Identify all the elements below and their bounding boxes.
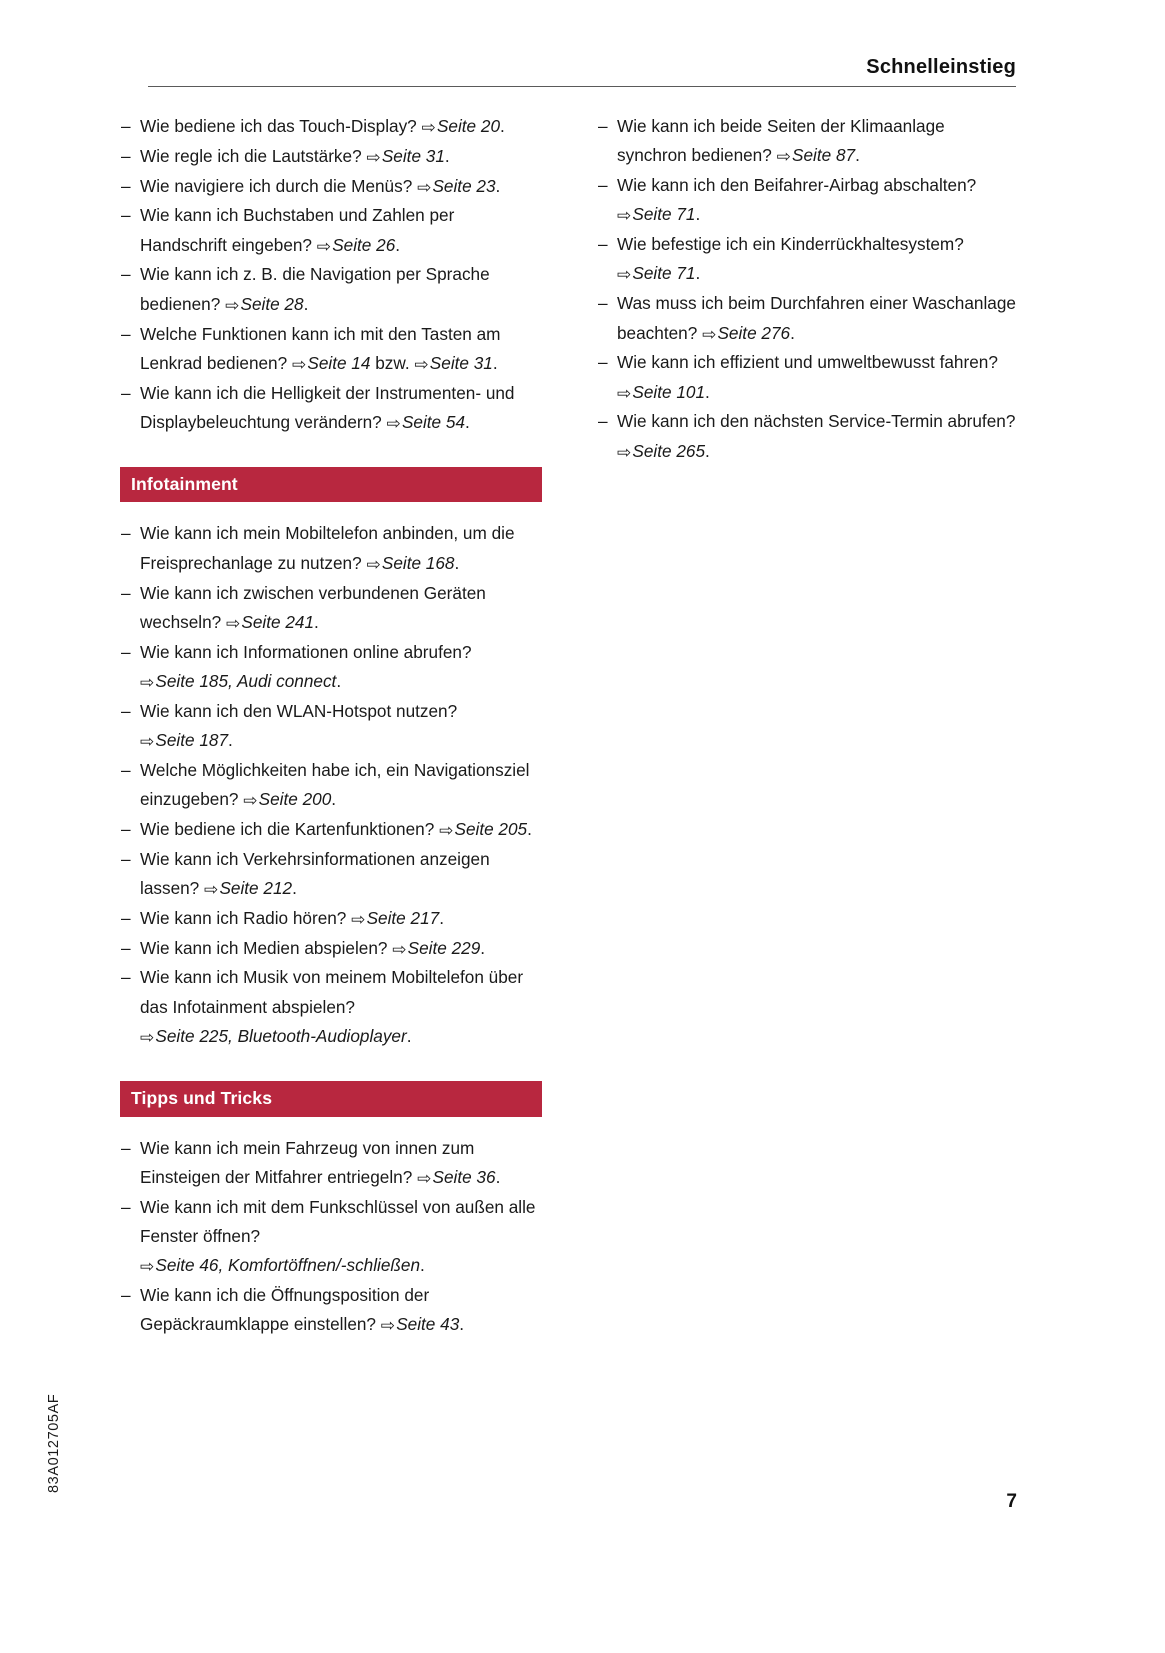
left-sections xyxy=(120,467,542,1339)
list-item: – Wie bediene ich die Kartenfunktionen? ⇨Seite 205. xyxy=(120,815,542,844)
page-reference[interactable]: ⇨Seite 168 xyxy=(366,553,454,573)
list-item: – Welche Möglichkeiten habe ich, ein Navigationsziel einzugeben? ⇨Seite 200. xyxy=(120,756,542,815)
list-item: – Wie kann ich die Helligkeit der Instrumenten- und Displaybeleuchtung verändern? ⇨Seite 54. xyxy=(120,379,542,438)
reference-arrow-icon: ⇨ xyxy=(291,353,307,374)
reference-arrow-icon: ⇨ xyxy=(140,671,155,692)
list-item: – Wie kann ich Buchstaben und Zahlen per Handschrift eingeben? ⇨Seite 26. xyxy=(120,201,542,260)
reference-arrow-icon: ⇨ xyxy=(776,146,791,167)
page-reference[interactable]: ⇨Seite 71 xyxy=(617,263,695,283)
reference-arrow-icon: ⇨ xyxy=(617,264,632,285)
reference-arrow-icon: ⇨ xyxy=(204,879,219,900)
list-item: – Wie befestige ich ein Kinderrückhaltesystem? ⇨Seite 71. xyxy=(597,230,1019,289)
reference-arrow-icon: ⇨ xyxy=(351,908,366,929)
page-reference[interactable]: ⇨Seite 185, Audi connect xyxy=(140,671,336,691)
list-item: – Wie kann ich Medien abspielen? ⇨Seite 229. xyxy=(120,934,542,963)
list-item: – Wie kann ich z. B. die Navigation per Sprache bedienen? ⇨Seite 28. xyxy=(120,260,542,319)
reference-arrow-icon: ⇨ xyxy=(386,412,401,433)
reference-separator: bzw. xyxy=(370,352,415,373)
page-reference[interactable]: ⇨Seite 276 xyxy=(702,323,790,343)
reference-arrow-icon: ⇨ xyxy=(140,1027,155,1048)
list-item: – Wie kann ich effizient und umweltbewusst fahren? ⇨Seite 101. xyxy=(597,348,1019,407)
page-reference[interactable]: ⇨Seite 14 xyxy=(292,353,370,373)
page-reference[interactable]: ⇨Seite 54 xyxy=(387,412,465,432)
page-reference[interactable]: ⇨Seite 23 xyxy=(417,176,495,196)
list-item: – Wie bediene ich das Touch-Display? ⇨Seite 20. xyxy=(120,112,542,141)
page-title: Schnelleinstieg xyxy=(866,56,1016,78)
list-item: – Welche Funktionen kann ich mit den Tasten am Lenkrad bedienen? ⇨Seite 14 bzw. ⇨Seite 31. xyxy=(120,320,542,379)
page-reference[interactable]: ⇨Seite 20 xyxy=(422,116,500,136)
right-intro-list xyxy=(597,112,1019,466)
page-reference[interactable]: ⇨Seite 205 xyxy=(439,819,527,839)
page-reference[interactable]: ⇨Seite 241 xyxy=(226,612,314,632)
page-reference[interactable]: ⇨Seite 187 xyxy=(140,730,228,750)
reference-arrow-icon: ⇨ xyxy=(702,323,717,344)
page-reference[interactable]: ⇨Seite 28 xyxy=(225,294,303,314)
list-item: – Wie kann ich den WLAN-Hotspot nutzen? ⇨Seite 187. xyxy=(120,697,542,756)
section-heading-2: Tipps und Tricks xyxy=(120,1081,542,1116)
page-reference[interactable]: ⇨Seite 71 xyxy=(617,204,695,224)
page-reference[interactable]: ⇨Seite 31 xyxy=(366,146,444,166)
page-reference[interactable]: ⇨Seite 36 xyxy=(417,1167,495,1187)
page-reference[interactable]: ⇨Seite 229 xyxy=(392,938,480,958)
list-item: – Wie kann ich mit dem Funkschlüssel von außen alle Fenster öffnen? ⇨Seite 46, Komfortöffnen/-schließen. xyxy=(120,1193,542,1281)
left-intro-list xyxy=(120,112,542,437)
reference-arrow-icon: ⇨ xyxy=(316,235,332,256)
list-item: – Wie kann ich beide Seiten der Klimaanlage synchron bedienen? ⇨Seite 87. xyxy=(597,112,1019,171)
reference-arrow-icon: ⇨ xyxy=(439,819,454,840)
list-item: – Wie navigiere ich durch die Menüs? ⇨Seite 23. xyxy=(120,172,542,201)
page-reference[interactable]: ⇨Seite 101 xyxy=(617,382,705,402)
list-item: – Wie kann ich Verkehrsinformationen anzeigen lassen? ⇨Seite 212. xyxy=(120,845,542,904)
left-column xyxy=(120,112,542,1340)
reference-arrow-icon: ⇨ xyxy=(392,938,407,959)
reference-arrow-icon: ⇨ xyxy=(225,294,240,315)
page-reference[interactable]: ⇨Seite 225, Bluetooth-Audioplayer xyxy=(140,1026,407,1046)
list-item: – Wie regle ich die Lautstärke? ⇨Seite 31. xyxy=(120,142,542,171)
reference-arrow-icon: ⇨ xyxy=(366,553,381,574)
page-reference[interactable]: ⇨Seite 26 xyxy=(317,235,395,255)
section-list-2 xyxy=(120,1134,542,1340)
reference-arrow-icon: ⇨ xyxy=(617,441,632,462)
part-number: 83A012705AF xyxy=(46,1393,62,1493)
list-item: – Wie kann ich Musik von meinem Mobiltelefon über das Infotainment abspielen? ⇨Seite 225, Bluetooth-Audioplayer. xyxy=(120,963,542,1051)
page-reference[interactable]: ⇨Seite 217 xyxy=(351,908,439,928)
list-item: – Was muss ich beim Durchfahren einer Waschanlage beachten? ⇨Seite 276. xyxy=(597,289,1019,348)
list-item: – Wie kann ich den Beifahrer-Airbag abschalten? ⇨Seite 71. xyxy=(597,171,1019,230)
reference-arrow-icon: ⇨ xyxy=(380,1315,396,1336)
section-list-1 xyxy=(120,519,542,1051)
reference-arrow-icon: ⇨ xyxy=(417,1167,432,1188)
list-item: – Wie kann ich den nächsten Service-Termin abrufen? ⇨Seite 265. xyxy=(597,407,1019,466)
reference-arrow-icon: ⇨ xyxy=(414,353,429,374)
page-reference[interactable]: ⇨Seite 212 xyxy=(204,878,292,898)
two-column-body xyxy=(120,112,1020,1340)
list-item: – Wie kann ich mein Mobiltelefon anbinden, um die Freisprechanlage zu nutzen? ⇨Seite 168. xyxy=(120,519,542,578)
reference-arrow-icon: ⇨ xyxy=(140,1256,155,1277)
section-heading-1: Infotainment xyxy=(120,467,542,502)
page-reference[interactable]: ⇨Seite 87 xyxy=(777,145,855,165)
reference-arrow-icon: ⇨ xyxy=(417,176,432,197)
list-item: – Wie kann ich die Öffnungsposition der Gepäckraumklappe einstellen? ⇨Seite 43. xyxy=(120,1281,542,1340)
reference-arrow-icon: ⇨ xyxy=(617,205,632,226)
list-item: – Wie kann ich mein Fahrzeug von innen zum Einsteigen der Mitfahrer entriegeln? ⇨Seite 36. xyxy=(120,1134,542,1193)
header-divider xyxy=(148,86,1016,87)
page-number: 7 xyxy=(1006,1491,1017,1512)
list-item: – Wie kann ich zwischen verbundenen Geräten wechseln? ⇨Seite 241. xyxy=(120,579,542,638)
reference-arrow-icon: ⇨ xyxy=(226,612,241,633)
reference-arrow-icon: ⇨ xyxy=(366,146,381,167)
page-reference[interactable]: ⇨Seite 200 xyxy=(243,789,331,809)
list-item: – Wie kann ich Informationen online abrufen? ⇨Seite 185, Audi connect. xyxy=(120,638,542,697)
page-reference[interactable]: ⇨Seite 31 xyxy=(414,353,492,373)
page-header xyxy=(148,56,1016,87)
reference-arrow-icon: ⇨ xyxy=(243,790,258,811)
list-item: – Wie kann ich Radio hören? ⇨Seite 217. xyxy=(120,904,542,933)
right-column xyxy=(597,112,1019,467)
reference-arrow-icon: ⇨ xyxy=(421,117,436,137)
reference-arrow-icon: ⇨ xyxy=(140,731,155,752)
reference-arrow-icon: ⇨ xyxy=(617,382,632,403)
page-reference[interactable]: ⇨Seite 265 xyxy=(617,441,705,461)
page-reference[interactable]: ⇨Seite 43 xyxy=(381,1314,459,1334)
page-reference[interactable]: ⇨Seite 46, Komfortöffnen/-schließen xyxy=(140,1255,420,1275)
